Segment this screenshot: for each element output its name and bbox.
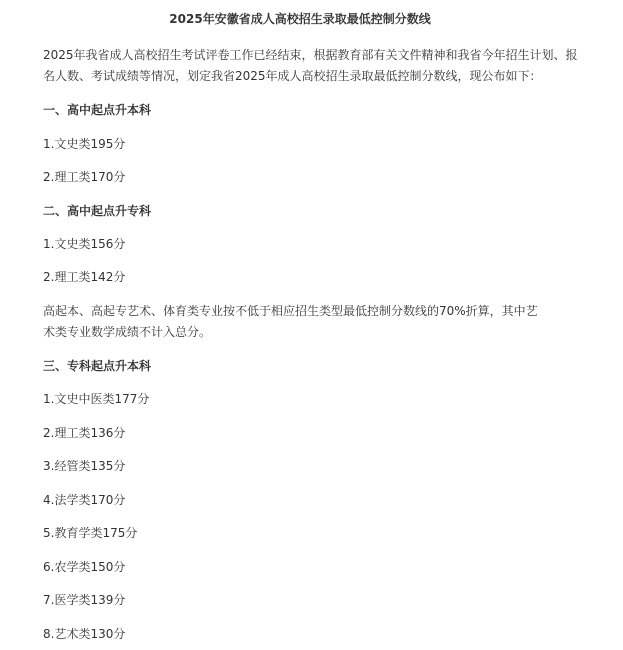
score-item: 2.理工类170分 [43, 170, 126, 184]
note-paragraph: 高起本、高起专艺术、体育类专业按不低于相应招生类型最低控制分数线的70%折算，其中艺术类专业数学成绩不计入总分。 [43, 304, 538, 339]
section-heading-1: 一、高中起点升本科 [43, 103, 152, 117]
score-item: 1.文史类195分 [43, 137, 126, 151]
score-item: 1.文史中医类177分 [43, 392, 150, 406]
score-item: 7.医学类139分 [43, 593, 126, 607]
score-item: 2.理工类142分 [43, 270, 126, 284]
score-item: 3.经管类135分 [43, 459, 126, 473]
score-item: 8.艺术类130分 [43, 627, 126, 641]
score-item: 2.理工类136分 [43, 426, 126, 440]
score-item: 6.农学类150分 [43, 560, 126, 574]
section-heading-2: 二、高中起点升专科 [43, 204, 152, 218]
page-title: 2025年安徽省成人高校招生录取最低控制分数线 [169, 12, 431, 26]
section-heading-3: 三、专科起点升本科 [43, 359, 152, 373]
score-item: 1.文史类156分 [43, 237, 126, 251]
intro-paragraph: 2025年我省成人高校招生考试评卷工作已经结束，根据教育部有关文件精神和我省今年招生计划、报名人数、考试成绩等情况，划定我省2025年成人高校招生录取最低控制分数线，现公布如下： [43, 48, 578, 83]
score-item: 4.法学类170分 [43, 493, 126, 507]
score-item: 5.教育学类175分 [43, 526, 138, 540]
